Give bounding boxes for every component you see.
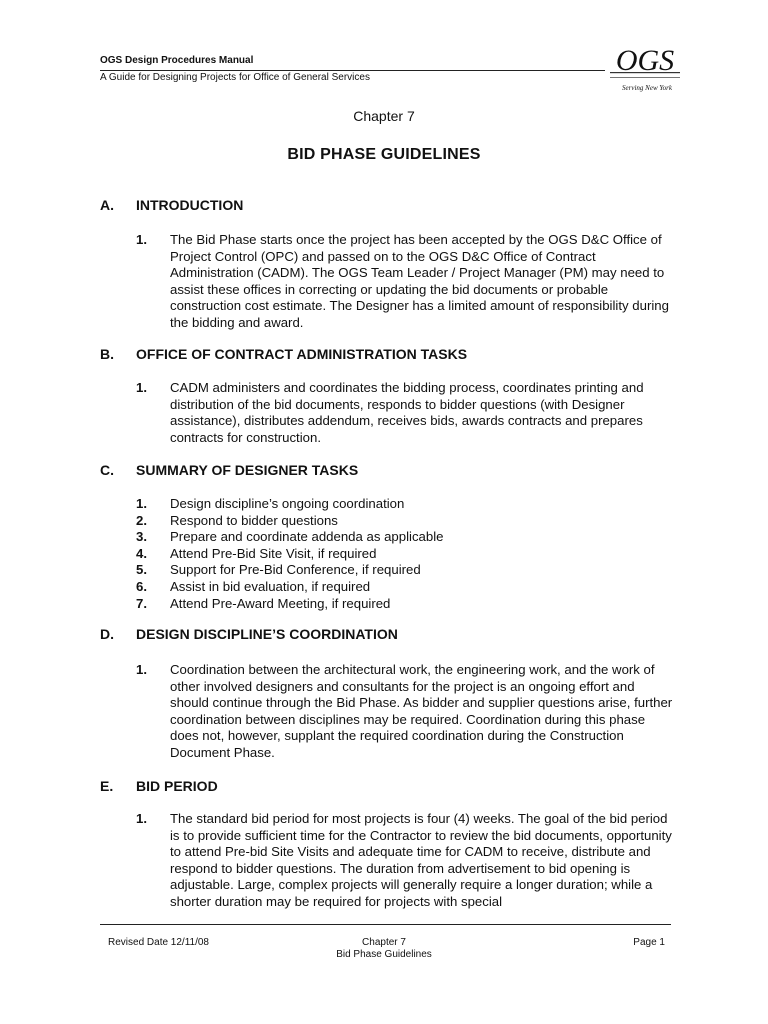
section-letter: C. xyxy=(100,462,114,478)
section-d-heading xyxy=(100,626,398,642)
item-number: 6. xyxy=(136,578,147,594)
footer-chapter-info xyxy=(284,937,484,961)
item-text: The Bid Phase starts once the project has been accepted by the OGS D&C Office of Project Control (OPC) and passed on to the OGS D&C Office of Contract Administration (CADM). The OGS Team Leader / Project Manager (PM) may need to assist these offices in correcting or updating the bid documents or probable construction cost estimate. The Designer has a limited amount of responsibility during the bidding and award. xyxy=(170,232,669,330)
header-rule xyxy=(100,70,605,71)
section-d-item-1 xyxy=(136,662,676,762)
section-b-heading xyxy=(100,346,467,362)
item-text: Assist in bid evaluation, if required xyxy=(170,578,371,594)
item-text: Attend Pre-Bid Site Visit, if required xyxy=(170,545,377,561)
item-text: Respond to bidder questions xyxy=(170,512,338,528)
item-text: Prepare and coordinate addenda as applicable xyxy=(170,529,444,545)
section-title: BID PERIOD xyxy=(136,778,218,794)
logo-lettering: OGS xyxy=(615,44,675,77)
item-number: 1. xyxy=(136,811,147,826)
list-item xyxy=(136,579,676,596)
section-title: SUMMARY OF DESIGNER TASKS xyxy=(136,462,359,478)
section-c-heading xyxy=(100,462,358,478)
item-number: 5. xyxy=(136,562,147,578)
list-item xyxy=(136,529,676,546)
section-letter: D. xyxy=(100,626,114,642)
chapter-label: Chapter 7 xyxy=(353,108,415,124)
designer-task-list xyxy=(136,496,676,612)
item-text: Attend Pre-Award Meeting, if required xyxy=(170,595,391,611)
section-e-heading xyxy=(100,778,218,794)
item-text: CADM administers and coordinates the bidding process, coordinates printing and distribution of the bid documents, responds to bidder questions (with Designer assistance), distributes addendum, receives bids, awards contracts and prepares contracts for construction. xyxy=(170,380,644,445)
section-title: OFFICE OF CONTRACT ADMINISTRATION TASKS xyxy=(136,346,468,362)
logo-tagline: Serving New York xyxy=(622,84,672,92)
item-text: Coordination between the architectural work, the engineering work, and the work of other involved designers and consultants for the project is an ongoing effort and should continue through the Bid Phase. As bidder and supplier questions arise, further coordination between disciplines may be required. Coordination during this phase does not, however, supplant the required coordination during the Construction Document Phase. xyxy=(170,662,673,760)
footer-chapter: Chapter 7 xyxy=(362,937,406,948)
footer-title: Bid Phase Guidelines xyxy=(336,949,432,960)
item-text: Design discipline’s ongoing coordination xyxy=(170,496,405,511)
list-item xyxy=(136,596,676,613)
manual-subtitle: A Guide for Designing Projects for Office of General Services xyxy=(100,72,370,83)
section-title: DESIGN DISCIPLINE’S COORDINATION xyxy=(136,626,398,642)
section-letter: A. xyxy=(100,197,114,213)
list-item xyxy=(136,513,676,530)
list-item xyxy=(136,562,676,579)
page-number: Page 1 xyxy=(633,937,665,948)
item-number: 1. xyxy=(136,496,147,511)
item-number: 4. xyxy=(136,545,147,561)
section-title: INTRODUCTION xyxy=(136,197,244,213)
item-number: 1. xyxy=(136,232,147,247)
section-letter: B. xyxy=(100,346,114,362)
item-text: Support for Pre-Bid Conference, if required xyxy=(170,562,421,578)
section-a-heading xyxy=(100,197,243,213)
footer-rule xyxy=(100,924,671,925)
document-title: BID PHASE GUIDELINES xyxy=(287,146,481,163)
revised-date: Revised Date 12/11/08 xyxy=(108,937,209,948)
section-b-item-1 xyxy=(136,380,676,446)
section-e-item-1 xyxy=(136,811,676,911)
manual-title: OGS Design Procedures Manual xyxy=(100,55,254,66)
item-number: 7. xyxy=(136,595,147,611)
list-item xyxy=(136,546,676,563)
item-number: 1. xyxy=(136,662,147,677)
list-item xyxy=(136,496,676,513)
section-a-item-1 xyxy=(136,232,676,332)
item-number: 1. xyxy=(136,380,147,395)
item-number: 3. xyxy=(136,529,147,545)
item-number: 2. xyxy=(136,512,147,528)
item-text: The standard bid period for most projects is four (4) weeks. The goal of the bid period is to provide sufficient time for the Contractor to review the bid documents, opportunity to attend Pre-bid Site Visits and adequate time for CADM to receive, distribute and respond to bidder questions. The duration from advertisement to bid opening is adjustable. Large, complex projects will generally require a longer duration; while a shorter duration may be required for projects with special xyxy=(170,811,672,909)
section-letter: E. xyxy=(100,778,114,794)
